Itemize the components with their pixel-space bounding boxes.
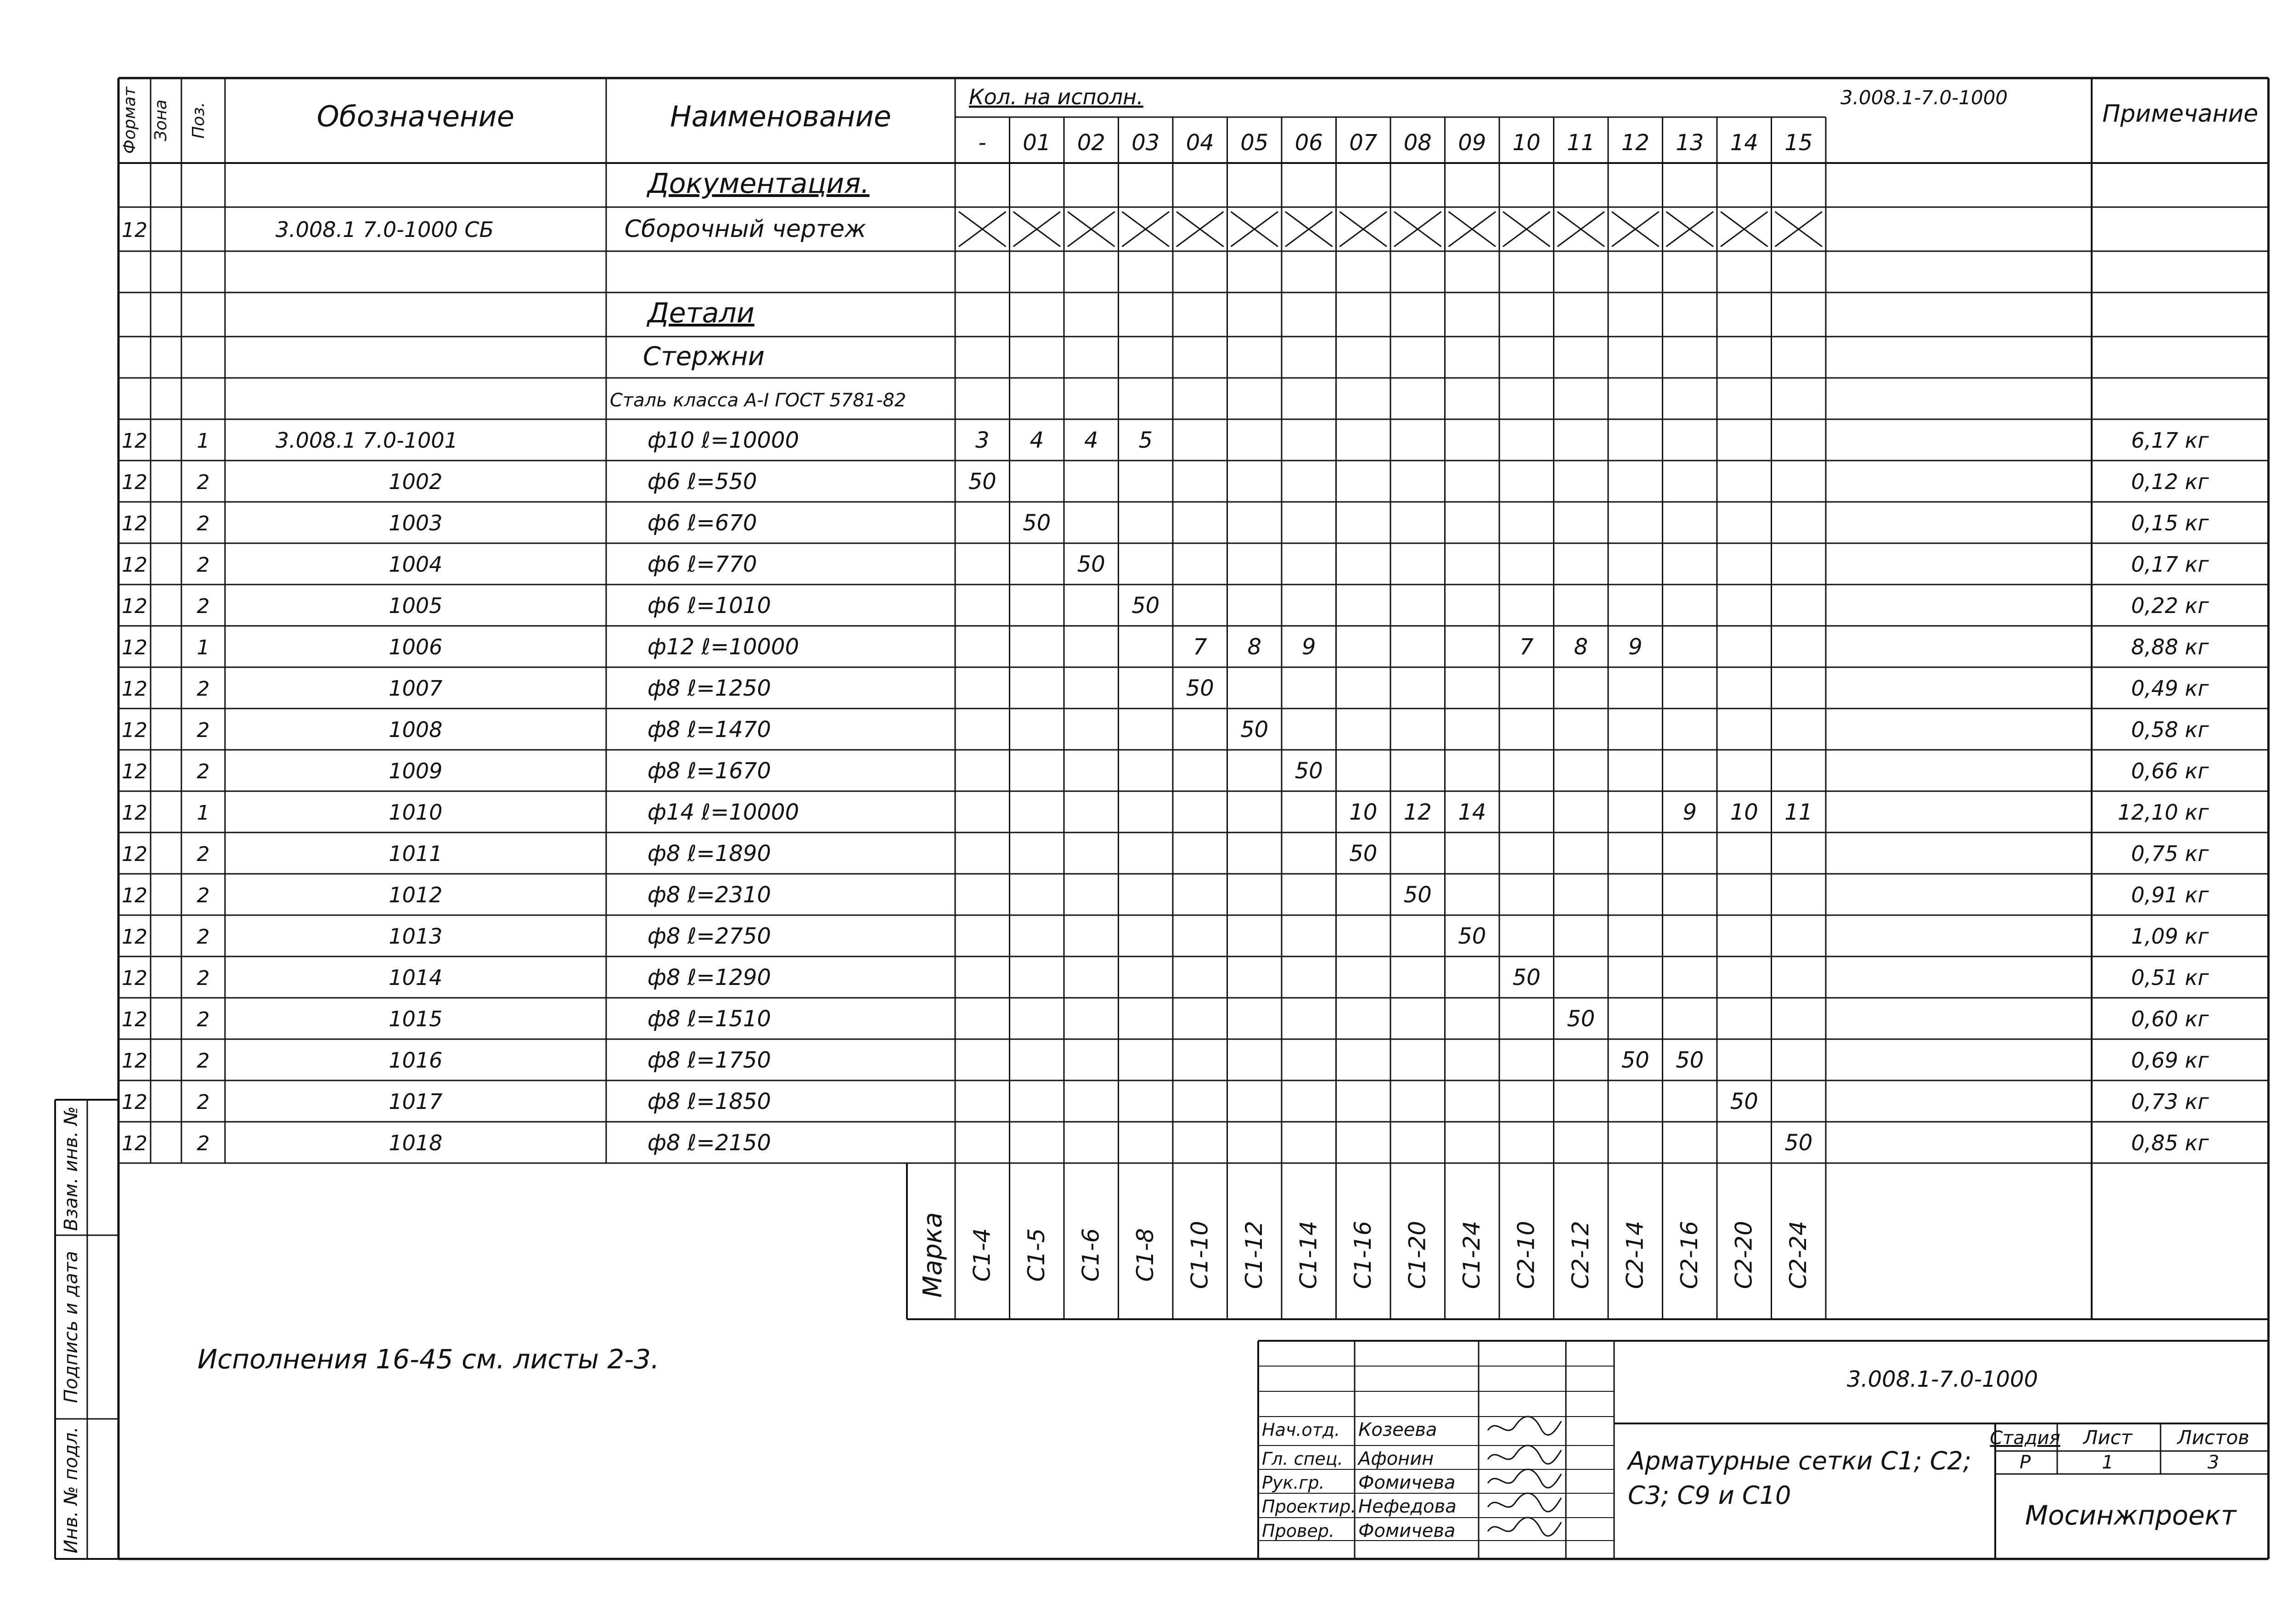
titleblock-doc-code: 3.008.1-7.0-1000 xyxy=(1846,1367,2038,1392)
qty-cell: 12 xyxy=(1403,799,1432,825)
marka-value-7: С1-16 xyxy=(1349,1221,1376,1289)
row-name: ф6 ℓ=770 xyxy=(647,551,757,577)
signature-scribble xyxy=(1488,1417,1561,1435)
qty-cell: 50 xyxy=(1621,1047,1649,1073)
row-designation: 1009 xyxy=(388,759,443,783)
row-name: ф8 ℓ=1510 xyxy=(647,1006,771,1032)
qty-cell: 50 xyxy=(1240,717,1269,742)
variant-col-14: 14 xyxy=(1730,130,1758,156)
row-designation: 1015 xyxy=(388,1007,443,1031)
row-format: 12 xyxy=(122,677,147,701)
qty-cell: 5 xyxy=(1138,427,1153,453)
row-format: 12 xyxy=(122,760,147,783)
row-pos: 2 xyxy=(197,1049,210,1073)
side-label-inv: Инв. № подл. xyxy=(61,1427,82,1553)
variant-col-11: 11 xyxy=(1567,130,1595,156)
row-pos: 2 xyxy=(197,884,210,907)
row-format: 12 xyxy=(122,1049,147,1073)
row-pos: 1 xyxy=(197,801,210,825)
row-designation: 1002 xyxy=(388,469,443,494)
qty-cell: 50 xyxy=(1023,510,1051,536)
row-designation: 1012 xyxy=(388,883,443,907)
row-pos: 2 xyxy=(197,1008,210,1031)
row-pos: 2 xyxy=(197,471,210,494)
row-note: 0,66 кг xyxy=(2131,759,2209,783)
marka-value-6: С1-14 xyxy=(1295,1221,1322,1289)
row-format: 12 xyxy=(122,1132,147,1155)
row-format: 12 xyxy=(122,429,147,453)
variants-note: Исполнения 16-45 см. листы 2-3. xyxy=(197,1344,659,1375)
qty-cell: 14 xyxy=(1458,799,1486,825)
row-pos: 2 xyxy=(197,512,210,535)
variant-col-0: - xyxy=(978,130,986,156)
qty-cell: 8 xyxy=(1574,634,1588,660)
qty-cell: 50 xyxy=(1349,841,1378,866)
variant-col-9: 09 xyxy=(1458,130,1486,156)
sheet-label: Лист xyxy=(2083,1426,2133,1449)
signer-name: Нефедова xyxy=(1358,1496,1457,1517)
row-designation: 3.008.1 7.0-1000 СБ xyxy=(276,217,494,242)
variant-col-12: 12 xyxy=(1621,130,1649,156)
row-designation: 1016 xyxy=(388,1048,443,1073)
titleblock-title-1: Арматурные сетки С1; С2; xyxy=(1628,1446,1971,1475)
row-name: ф8 ℓ=1670 xyxy=(647,758,771,784)
signer-name: Фомичева xyxy=(1358,1472,1456,1493)
signer-role: Нач.отд. xyxy=(1262,1420,1340,1440)
row-note: 6,17 кг xyxy=(2131,428,2209,453)
signature-scribble xyxy=(1488,1493,1561,1512)
row-pos: 1 xyxy=(197,636,210,659)
qty-cell: 7 xyxy=(1519,634,1534,660)
row-designation: 1004 xyxy=(388,552,443,577)
side-label-replace-inv: Взам. инв. № xyxy=(61,1106,82,1231)
variant-col-2: 02 xyxy=(1077,130,1105,156)
header-zone: Зона xyxy=(152,99,170,141)
row-note: 0,85 кг xyxy=(2131,1131,2209,1155)
sheets-value: 3 xyxy=(2207,1452,2219,1473)
qty-cell: 50 xyxy=(1784,1130,1813,1156)
variant-col-1: 01 xyxy=(1023,130,1051,156)
qty-cell: 10 xyxy=(1730,799,1758,825)
qty-cell: 3 xyxy=(975,427,990,453)
header-doc-code: 3.008.1-7.0-1000 xyxy=(1840,86,2008,109)
marka-value-8: С1-20 xyxy=(1404,1221,1431,1289)
marka-value-3: С1-8 xyxy=(1131,1228,1159,1282)
row-name: ф8 ℓ=1250 xyxy=(647,675,771,701)
row-name: ф12 ℓ=10000 xyxy=(647,634,799,660)
row-note: 0,69 кг xyxy=(2131,1048,2209,1073)
variant-col-10: 10 xyxy=(1512,130,1541,156)
qty-cell: 50 xyxy=(1512,965,1541,990)
row-pos: 2 xyxy=(197,925,210,949)
row-name: ф8 ℓ=1850 xyxy=(647,1089,771,1114)
row-pos: 2 xyxy=(197,677,210,701)
header-qty-title: Кол. на исполн. xyxy=(969,84,1143,109)
row-note: 0,49 кг xyxy=(2131,676,2209,701)
row-name: Стержни xyxy=(643,342,765,371)
row-designation: 1013 xyxy=(388,924,443,949)
qty-cell: 9 xyxy=(1628,634,1643,660)
qty-cell: 50 xyxy=(1077,551,1105,577)
qty-cell: 50 xyxy=(1294,758,1323,784)
stage-label: Стадия xyxy=(1990,1428,2060,1449)
row-pos: 2 xyxy=(197,595,210,618)
row-designation: 1006 xyxy=(388,635,443,659)
row-format: 12 xyxy=(122,219,147,242)
row-name: ф8 ℓ=2150 xyxy=(647,1130,771,1156)
marka-label: Марка xyxy=(918,1212,948,1298)
qty-cell: 50 xyxy=(1676,1047,1704,1073)
qty-cell: 10 xyxy=(1349,799,1378,825)
row-designation: 1018 xyxy=(388,1131,443,1155)
stage-value: Р xyxy=(2019,1452,2031,1473)
row-name: ф8 ℓ=1750 xyxy=(647,1047,771,1073)
qty-cell: 50 xyxy=(1458,923,1486,949)
variant-col-7: 07 xyxy=(1349,130,1378,156)
sheet-value: 1 xyxy=(2102,1452,2114,1473)
qty-cell: 4 xyxy=(1084,427,1098,453)
row-note: 0,91 кг xyxy=(2131,883,2209,907)
row-designation: 1014 xyxy=(388,965,443,990)
qty-cell: 50 xyxy=(968,469,996,495)
marka-value-5: С1-12 xyxy=(1240,1221,1267,1289)
qty-cell: 50 xyxy=(1403,882,1432,908)
row-note: 0,51 кг xyxy=(2131,965,2209,990)
qty-cell: 50 xyxy=(1131,593,1160,619)
row-format: 12 xyxy=(122,553,147,577)
row-designation: 1005 xyxy=(388,593,443,618)
row-name: Детали xyxy=(647,297,754,329)
row-format: 12 xyxy=(122,801,147,825)
signer-role: Рук.гр. xyxy=(1262,1473,1325,1493)
row-designation: 1007 xyxy=(388,676,443,701)
header-designation: Обозначение xyxy=(316,100,515,133)
row-pos: 2 xyxy=(197,967,210,990)
row-note: 1,09 кг xyxy=(2131,924,2209,949)
marka-value-9: С1-24 xyxy=(1458,1221,1485,1289)
row-pos: 2 xyxy=(197,553,210,577)
qty-cell: 50 xyxy=(1186,675,1214,701)
row-note: 0,58 кг xyxy=(2131,717,2209,742)
row-designation: 1010 xyxy=(388,800,443,825)
variant-col-3: 03 xyxy=(1131,130,1160,156)
qty-cell: 9 xyxy=(1683,799,1697,825)
marka-value-13: С2-16 xyxy=(1676,1221,1703,1289)
marka-value-14: С2-20 xyxy=(1730,1221,1757,1289)
titleblock-title-2: С3; С9 и С10 xyxy=(1628,1481,1791,1510)
row-pos: 2 xyxy=(197,760,210,783)
row-note: 0,17 кг xyxy=(2131,552,2209,577)
row-note: 12,10 кг xyxy=(2117,800,2209,825)
row-designation: 1017 xyxy=(388,1089,443,1114)
org-name: Мосинжпроект xyxy=(2025,1500,2237,1531)
qty-cell: 50 xyxy=(1567,1006,1595,1032)
marka-value-2: С1-6 xyxy=(1077,1228,1104,1282)
signer-name: Фомичева xyxy=(1358,1520,1456,1541)
row-note: 8,88 кг xyxy=(2131,635,2209,659)
row-designation: 1008 xyxy=(388,717,443,742)
row-name: ф8 ℓ=1890 xyxy=(647,841,771,866)
header-pos: Поз. xyxy=(189,102,208,139)
qty-cell: 11 xyxy=(1784,799,1813,825)
row-format: 12 xyxy=(122,636,147,659)
row-pos: 2 xyxy=(197,843,210,866)
signer-role: Гл. спец. xyxy=(1262,1449,1343,1469)
row-name: ф6 ℓ=670 xyxy=(647,510,757,536)
row-note: 0,15 кг xyxy=(2131,511,2209,535)
row-format: 12 xyxy=(122,1091,147,1114)
row-note: 0,75 кг xyxy=(2131,841,2209,866)
row-pos: 2 xyxy=(197,1091,210,1114)
signature-scribble xyxy=(1488,1518,1561,1536)
marka-value-11: С2-12 xyxy=(1567,1221,1594,1289)
variant-col-4: 04 xyxy=(1186,130,1214,156)
qty-cell: 8 xyxy=(1247,634,1262,660)
variant-col-5: 05 xyxy=(1240,130,1269,156)
row-format: 12 xyxy=(122,843,147,866)
marka-value-0: С1-4 xyxy=(968,1228,996,1282)
row-note: 0,12 кг xyxy=(2131,469,2209,494)
marka-value-12: С2-14 xyxy=(1621,1221,1649,1289)
row-name: ф8 ℓ=1470 xyxy=(647,717,771,742)
row-name: ф6 ℓ=1010 xyxy=(647,593,771,619)
row-designation: 1003 xyxy=(388,511,443,535)
qty-cell: 7 xyxy=(1193,634,1207,660)
row-name: ф8 ℓ=1290 xyxy=(647,965,771,990)
side-label-sign-date: Подпись и дата xyxy=(61,1251,82,1403)
row-name: Документация. xyxy=(647,168,870,200)
row-name: ф14 ℓ=10000 xyxy=(647,799,799,825)
signer-role: Проектир. xyxy=(1262,1496,1356,1517)
qty-cell: 50 xyxy=(1730,1089,1758,1114)
sheets-label: Листов xyxy=(2177,1426,2250,1449)
signature-scribble xyxy=(1488,1446,1561,1464)
row-format: 12 xyxy=(122,1008,147,1031)
variant-col-13: 13 xyxy=(1676,130,1704,156)
row-name: ф8 ℓ=2310 xyxy=(647,882,771,908)
marka-value-4: С1-10 xyxy=(1186,1221,1213,1289)
row-format: 12 xyxy=(122,925,147,949)
signer-role: Провер. xyxy=(1262,1521,1334,1541)
row-format: 12 xyxy=(122,967,147,990)
row-format: 12 xyxy=(122,471,147,494)
row-format: 12 xyxy=(122,884,147,907)
header-format: Формат xyxy=(120,86,139,154)
row-name: ф6 ℓ=550 xyxy=(647,469,757,495)
row-pos: 2 xyxy=(197,719,210,742)
header-note: Примечание xyxy=(2102,100,2258,128)
qty-cell: 9 xyxy=(1301,634,1316,660)
row-name: Сборочный чертеж xyxy=(625,215,866,243)
row-name: ф8 ℓ=2750 xyxy=(647,923,771,949)
variant-col-6: 06 xyxy=(1294,130,1323,156)
row-format: 12 xyxy=(122,512,147,535)
row-pos: 1 xyxy=(197,429,210,453)
row-note: 0,22 кг xyxy=(2131,593,2209,618)
row-name: ф10 ℓ=10000 xyxy=(647,427,799,453)
header-name: Наименование xyxy=(670,100,891,133)
signer-name: Козеева xyxy=(1358,1419,1437,1440)
signer-name: Афонин xyxy=(1358,1448,1434,1469)
variant-col-8: 08 xyxy=(1403,130,1432,156)
row-format: 12 xyxy=(122,719,147,742)
row-note: 0,60 кг xyxy=(2131,1007,2209,1031)
row-pos: 2 xyxy=(197,1132,210,1155)
marka-value-10: С2-10 xyxy=(1513,1221,1540,1289)
row-designation: 1011 xyxy=(388,841,443,866)
signature-scribble xyxy=(1488,1469,1561,1488)
row-designation: 3.008.1 7.0-1001 xyxy=(276,428,458,453)
row-note: 0,73 кг xyxy=(2131,1089,2209,1114)
variant-col-15: 15 xyxy=(1784,130,1813,156)
row-format: 12 xyxy=(122,595,147,618)
qty-cell: 4 xyxy=(1030,427,1044,453)
marka-value-1: С1-5 xyxy=(1023,1228,1050,1282)
marka-value-15: С2-24 xyxy=(1784,1221,1812,1289)
row-name: Сталь класса А-I ГОСТ 5781-82 xyxy=(610,390,906,411)
